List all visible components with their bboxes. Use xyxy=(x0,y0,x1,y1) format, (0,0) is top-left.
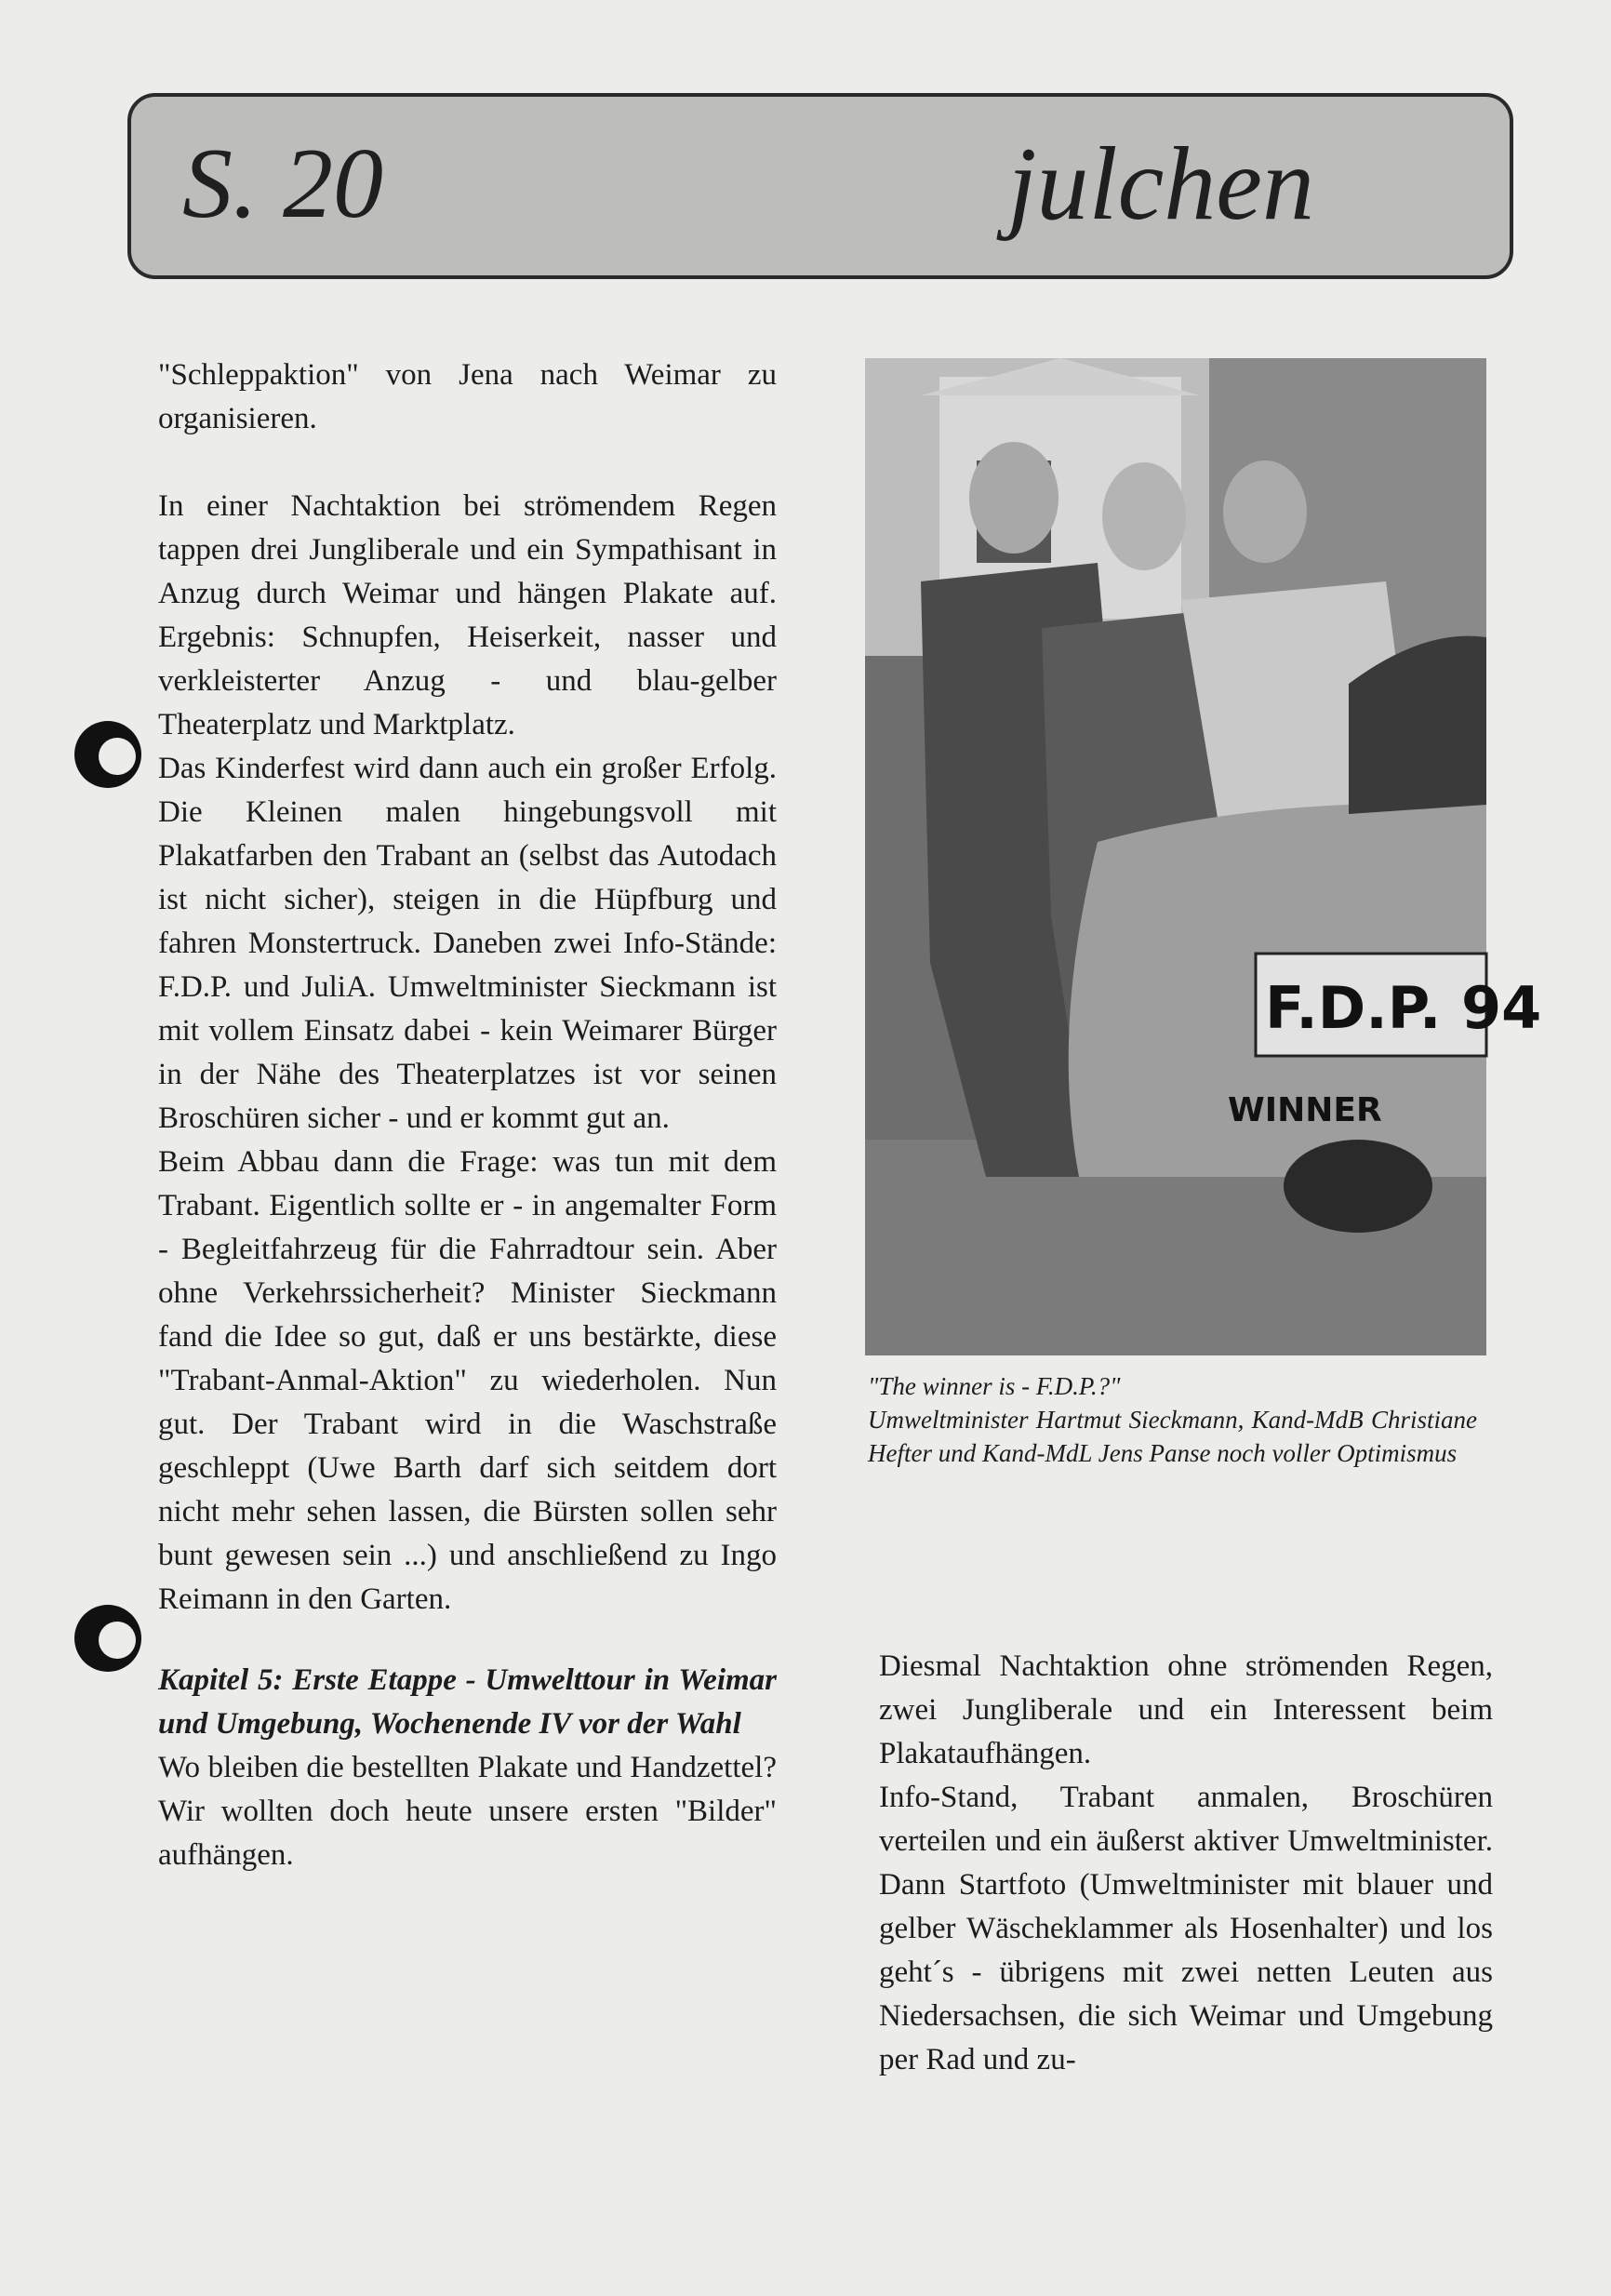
license-plate-text: F.D.P. 94 xyxy=(1265,974,1542,1042)
paragraph: "Schleppaktion" von Jena nach Weimar zu organisieren. xyxy=(158,358,777,435)
paragraph: Beim Abbau dann die Frage: was tun mit dem Trabant. Eigentlich sollte er - in angemalter Form - Begleitfahrzeug für die Fahrradtour sein. Aber ohne Verkehrssicherheit? Minister Sieckmann fand die Idee so gut, daß er uns bestärkte, diese "Trabant-Anmal-Aktion" zu wiederholen. Nun gut. Der Trabant wird in die Waschstraße geschleppt (Uwe Barth darf sich seitdem dort nicht mehr sehen lassen, die Bürsten sollen sehr bunt gewesen sein ...) und anschließend zu Ingo Reimann in den Garten. xyxy=(158,1145,777,1616)
newsletter-title: julchen xyxy=(1007,127,1314,242)
paragraph: In einer Nachtaktion bei strömendem Regen tappen drei Jungliberale und ein Sympathisant in Anzug durch Weimar und hängen Plakate auf. Ergebnis: Schnupfen, Heiserkeit, nasser und verkleisterter Anzug - und blau-gelber Theaterplatz und Marktplatz. xyxy=(158,489,777,741)
paragraph: Diesmal Nachtaktion ohne strömenden Regen, zwei Jungliberale und ein Interessent beim Plakataufhängen. xyxy=(879,1649,1493,1770)
paragraph: Wo bleiben die bestellten Plakate und Handzettel? Wir wollten doch heute unsere ersten "Bilder" aufhängen. xyxy=(158,1751,777,1872)
page-header xyxy=(127,93,1513,279)
right-column xyxy=(879,1645,1493,2082)
page-number: S. 20 xyxy=(182,128,383,239)
paragraph: Das Kinderfest wird dann auch ein großer Erfolg. Die Kleinen malen hingebungsvoll mit Plakatfarben den Trabant an (selbst das Autodach ist nicht sicher), steigen in die Hüpfburg und fahren Monstertruck. Daneben zwei Info-Stände: F.D.P. und JuliA. Umweltminister Sieckmann ist mit vollem Einsatz dabei - kein Weimarer Bürger in der Nähe des Theaterplatzes ist vor seinen Broschüren sicher - und er kommt gut an. xyxy=(158,752,777,1135)
caption-text: Umweltminister Hartmut Sieckmann, Kand-MdB Christiane Hefter und Kand-MdL Jens Panse noch voller Optimismus xyxy=(868,1406,1477,1467)
caption-quote: "The winner is - F.D.P.?" xyxy=(868,1372,1121,1400)
photo-caption xyxy=(868,1369,1477,1470)
left-column xyxy=(158,354,777,1877)
car-painted-text: WINNER xyxy=(1228,1091,1382,1129)
punch-hole-top xyxy=(74,721,141,788)
section-heading: Kapitel 5: Erste Etappe - Umwelttour in Weimar und Umgebung, Wochenende IV vor der Wahl xyxy=(158,1663,777,1741)
punch-hole-bottom xyxy=(74,1605,141,1672)
photo xyxy=(865,358,1542,1355)
paragraph: Info-Stand, Trabant anmalen, Broschüren verteilen und ein äußerst aktiver Umweltminister. Dann Startfoto (Umweltminister mit blauer und gelber Wäscheklammer als Hosenhalter) und los geht´s - übrigens mit zwei netten Leuten aus Niedersachsen, die sich Weimar und Umgebung per Rad und zu- xyxy=(879,1781,1493,2076)
